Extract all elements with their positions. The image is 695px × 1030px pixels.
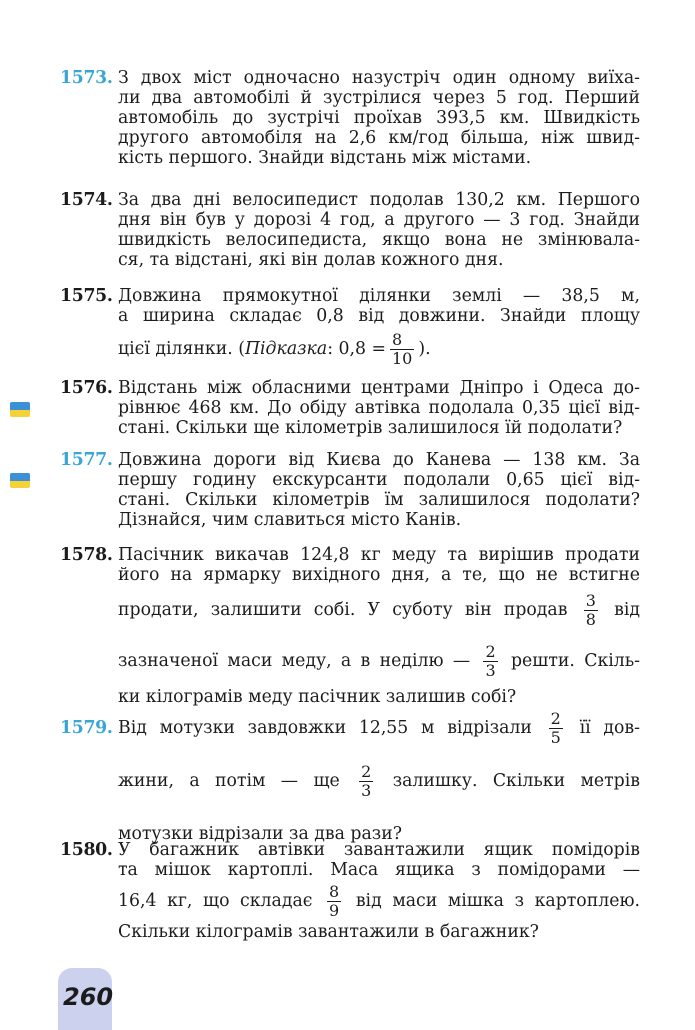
text-line: ся, та відстані, які він долав кожного дня.	[118, 250, 504, 270]
text-line: Довжина прямокутної ділянки землі — 38,5 м,	[118, 286, 640, 306]
problem-1573	[60, 68, 640, 168]
problem-text	[118, 68, 640, 168]
text-line: рівнює 468 км. До обіду автівка подолала 0,35 цієї від-	[118, 398, 640, 418]
text-line: Скільки кілограмів завантажили в багажник?	[118, 922, 539, 942]
text-fragment: жини, а потім — ще	[118, 771, 340, 791]
text-line: За два дні велосипедист подолав 130,2 км. Першого	[118, 190, 640, 210]
problem-1578	[60, 545, 640, 707]
problem-number: 1573.	[60, 68, 113, 88]
problem-1574	[60, 190, 640, 270]
problem-text	[118, 450, 640, 530]
text-fragment: решти. Скіль-	[510, 651, 641, 671]
text-line: З двох міст одночасно назустріч один одному виїха-	[118, 68, 640, 88]
problem-1577	[60, 450, 640, 530]
text-line: У багажник автівки завантажили ящик помідорів	[118, 840, 640, 860]
text-line: швидкість велосипедиста, якщо вона не змінювала-	[118, 230, 640, 250]
problem-1576	[60, 378, 640, 438]
ukraine-flag-icon	[10, 402, 30, 417]
fraction-denominator: 3	[485, 661, 496, 680]
text-line: Пасічник викачав 124,8 кг меду та вирішив продати	[118, 545, 640, 565]
text-fragment: 16,4 кг, що складає	[118, 891, 313, 911]
text-line: Відстань між обласними центрами Дніпро і Одеса до-	[118, 378, 640, 398]
text-line: а ширина складає 0,8 від довжини. Знайди площу	[118, 306, 640, 326]
problem-text	[118, 286, 640, 372]
fraction	[390, 331, 414, 368]
text-line	[118, 635, 640, 687]
fraction-denominator: 3	[361, 781, 372, 800]
fraction	[483, 643, 497, 680]
problem-number: 1577.	[60, 450, 113, 470]
fraction-denominator: 10	[391, 349, 413, 368]
problem-text	[118, 190, 640, 270]
fraction-denominator: 5	[550, 728, 561, 747]
text-fragment: ).	[418, 339, 431, 359]
problem-text	[118, 840, 640, 942]
text-line	[118, 748, 640, 814]
problem-1575	[60, 286, 640, 372]
problem-text	[118, 378, 640, 438]
problem-text	[118, 545, 640, 707]
text-line	[118, 585, 640, 635]
text-fragment: залишку. Скільки метрів	[392, 771, 640, 791]
fraction	[327, 883, 341, 920]
text-line: першу годину екскурсанти подолали 0,65 цієї від-	[118, 470, 640, 490]
fraction-numerator: 8	[390, 331, 414, 350]
text-fragment: її дов-	[579, 718, 640, 738]
text-line: кість першого. Знайди відстань між містами.	[118, 148, 532, 168]
text-line	[118, 326, 640, 372]
text-fragment: Від мотузки завдовжки 12,55 м відрізали	[118, 718, 532, 738]
text-line: другого автомобіля на 2,6 км/год більша, ніж швид-	[118, 128, 640, 148]
problem-number: 1575.	[60, 286, 113, 306]
text-line: стані. Скільки кілометрів їм залишилося подолати?	[118, 490, 640, 510]
hint-label: Підказка	[244, 339, 328, 359]
text-line: автомобіль до зустрічі проїхав 393,5 км. Швидкість	[118, 108, 640, 128]
fraction-denominator: 8	[585, 610, 596, 629]
text-fragment: від маси мішка з картоплею.	[355, 891, 640, 911]
text-line: Довжина дороги від Києва до Канева — 138 км. За	[118, 450, 640, 470]
problem-number: 1579.	[60, 718, 113, 738]
text-line: ли два автомобілі й зустрілися через 5 год. Перший	[118, 88, 640, 108]
text-line	[118, 880, 640, 922]
text-line: мотузки відрізали за два рази?	[118, 824, 402, 844]
fraction-numerator: 8	[329, 882, 340, 901]
fraction	[359, 763, 373, 800]
problem-text	[118, 708, 640, 854]
text-fragment: від	[614, 600, 640, 620]
fraction-numerator: 2	[485, 642, 496, 661]
text-line: ки кілограмів меду пасічник залишив собі?	[118, 687, 517, 707]
problem-number: 1576.	[60, 378, 113, 398]
ukraine-flag-icon	[10, 473, 30, 488]
text-fragment: зазначеної маси меду, а в неділю —	[118, 651, 471, 671]
problem-number: 1580.	[60, 840, 113, 860]
problem-number: 1578.	[60, 545, 113, 565]
text-line	[118, 708, 640, 748]
text-fragment: продати, залишити собі. У суботу він продав	[118, 600, 568, 620]
text-line: стані. Скільки ще кілометрів залишилося їй подолати?	[118, 418, 623, 438]
text-fragment: : 0,8 =	[327, 339, 386, 359]
problem-1580	[60, 840, 640, 942]
fraction	[549, 710, 563, 747]
fraction	[584, 592, 598, 629]
problem-number: 1574.	[60, 190, 113, 210]
text-line: Дізнайся, чим славиться місто Канів.	[118, 510, 462, 530]
text-line: та мішок картоплі. Маса ящика з помідорами —	[118, 860, 640, 880]
problem-1579	[60, 708, 640, 854]
fraction-numerator: 3	[585, 591, 596, 610]
fraction-denominator: 9	[329, 901, 340, 920]
text-fragment: цієї ділянки. (	[118, 339, 245, 359]
fraction-numerator: 2	[550, 709, 561, 728]
page-number: 260	[63, 983, 114, 1011]
fraction-numerator: 2	[361, 762, 372, 781]
text-line: його на ярмарку вихідного дня, а те, що не встигне	[118, 565, 640, 585]
text-line: дня він був у дорозі 4 год, а другого — 3 год. Знайди	[118, 210, 640, 230]
